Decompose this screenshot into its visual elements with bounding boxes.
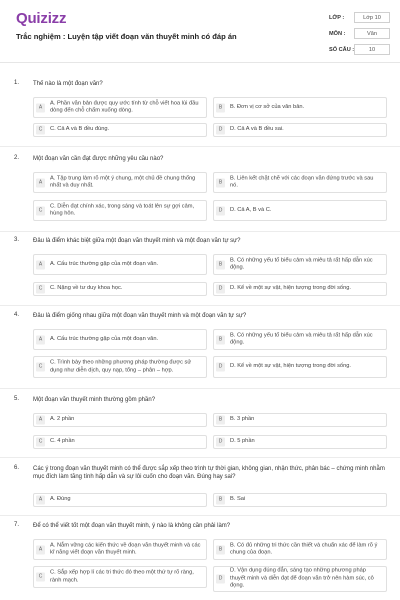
option-a[interactable] xyxy=(33,97,207,118)
option-b[interactable] xyxy=(213,493,387,507)
option-letter-b: B xyxy=(216,335,225,344)
option-text: A. Đúng xyxy=(50,496,71,503)
meta-count xyxy=(329,44,389,60)
option-text: A. Phần văn bản được quy ước tính từ chỗ viết hoa lùi đầu dòng đến chỗ chấm xuống dòng. xyxy=(50,99,199,114)
option-letter-d: D xyxy=(216,285,225,294)
option-text: B. Có những yếu tố biểu cảm và miêu tả rất hấp dẫn xúc động. xyxy=(230,331,373,346)
option-d[interactable] xyxy=(213,566,387,592)
option-text: C. Cả A và B đều đúng. xyxy=(50,126,110,133)
meta-count-value: 10 xyxy=(354,44,390,55)
option-text: B. Có những yếu tố biểu cảm và miêu tả rất hấp dẫn xúc động. xyxy=(230,256,373,271)
option-a[interactable] xyxy=(33,254,207,275)
question-text: Các ý trong đoạn văn thuyết minh có thể được sắp xếp theo trình tự thời gian, không gian, nhận thức, phân bác – chứng minh nhằm mục đích làm tăng tính hấp dẫn và sự lôi cuốn cho đoạn văn. Đúng hay sai? xyxy=(33,466,385,480)
header-divider xyxy=(0,62,400,63)
option-letter-a: A xyxy=(36,545,45,554)
question-text: Đâu là điểm khác biệt giữa một đoạn văn thuyết minh và một đoạn văn tự sự? xyxy=(33,238,241,244)
option-text: D. Kể về một sự vật, hiện tượng trong đời sống. xyxy=(230,285,351,292)
question-number: 7. xyxy=(14,522,20,528)
option-a[interactable] xyxy=(33,329,207,350)
option-a[interactable] xyxy=(33,539,207,560)
option-text: D. 5 phần xyxy=(230,438,255,445)
option-letter-c: C xyxy=(36,438,45,447)
question-text: Một đoạn văn thuyết minh thường gồm phần? xyxy=(33,397,156,403)
option-d[interactable] xyxy=(213,282,387,296)
question-text: Một đoạn văn cần đạt được những yêu cầu nào? xyxy=(33,156,164,162)
option-b[interactable] xyxy=(213,172,387,193)
question-text: Đâu là điểm giống nhau giữa một đoạn văn thuyết minh và một đoạn văn tự sự? xyxy=(33,313,247,319)
option-text: B. Có đủ những tri thức cần thiết và chuẩn xác để làm rõ ý chung của đoạn. xyxy=(230,541,378,556)
option-b[interactable] xyxy=(213,413,387,427)
option-letter-c: C xyxy=(36,285,45,294)
option-letter-d: D xyxy=(216,126,225,135)
option-letter-a: A xyxy=(36,416,45,425)
option-text: B. Sai xyxy=(230,496,246,503)
meta-count-label: SỐ CÂU : xyxy=(329,47,355,53)
option-letter-b: B xyxy=(216,178,225,187)
option-c[interactable] xyxy=(33,435,207,449)
option-a[interactable] xyxy=(33,172,207,193)
option-c[interactable] xyxy=(33,566,207,588)
option-d[interactable] xyxy=(213,123,387,137)
option-letter-a: A xyxy=(36,335,45,344)
option-b[interactable] xyxy=(213,97,387,118)
option-text: B. Đơn vị cơ sở của văn bản. xyxy=(230,103,305,110)
question-number: 1. xyxy=(14,80,20,86)
option-letter-b: B xyxy=(216,103,225,112)
option-text: D. Kể về một sự vật, hiện tượng trong đời sống. xyxy=(230,363,351,370)
option-d[interactable] xyxy=(213,356,387,378)
option-c[interactable] xyxy=(33,200,207,221)
option-text: A. Nắm vững các kiến thức về đoạn văn thuyết minh và các kĩ năng viết đoạn văn thuyết minh. xyxy=(50,541,201,556)
meta-subject-label: MÔN : xyxy=(329,31,346,37)
question-number: 3. xyxy=(14,237,20,243)
option-d[interactable] xyxy=(213,435,387,449)
option-b[interactable] xyxy=(213,539,387,560)
option-c[interactable] xyxy=(33,282,207,296)
worksheet-title: Trắc nghiệm : Luyện tập viết đoạn văn thuyết minh có đáp án xyxy=(16,32,237,41)
option-letter-b: B xyxy=(216,260,225,269)
option-text: C. 4 phần xyxy=(50,438,75,445)
option-text: C. Trình bày theo những phương pháp thường được sử dụng như diễn dịch, quy nạp, tổng – phân – hợp. xyxy=(50,359,192,373)
option-text: D. Cả A và B đều sai. xyxy=(230,126,284,133)
option-letter-d: D xyxy=(216,363,225,372)
option-text: D. Vận dụng đúng đắn, sáng tạo những phương pháp thuyết minh và diễn đạt để đoạn văn trở nên hàm súc, cô đọng. xyxy=(230,567,374,589)
question-number: 4. xyxy=(14,312,20,318)
option-b[interactable] xyxy=(213,254,387,275)
option-text: B. Liên kết chặt chẽ với các đoạn văn đứng trước và sau nó. xyxy=(230,174,374,189)
option-d[interactable] xyxy=(213,200,387,221)
option-text: A. 2 phần xyxy=(50,416,75,423)
option-letter-c: C xyxy=(36,363,45,372)
option-text: A. Cấu trúc thường gặp của một đoạn văn. xyxy=(50,260,159,267)
question-divider xyxy=(0,305,400,306)
meta-grade-value: Lớp 10 xyxy=(354,12,390,23)
option-letter-c: C xyxy=(36,573,45,582)
meta-subject-value: Văn xyxy=(354,28,390,39)
option-letter-b: B xyxy=(216,496,225,505)
option-letter-a: A xyxy=(36,496,45,505)
question-divider xyxy=(0,146,400,147)
question-divider xyxy=(0,457,400,458)
question-text: Để có thể viết tốt một đoạn văn thuyết minh, ý nào là không cần phải làm? xyxy=(33,523,231,529)
option-text: B. 3 phần xyxy=(230,416,255,423)
option-text: C. Sắp xếp hợp lí các tri thức đó theo một thứ tự rõ ràng, rành mạch. xyxy=(50,569,194,583)
question-number: 5. xyxy=(14,396,20,402)
worksheet-meta xyxy=(329,12,389,60)
option-a[interactable] xyxy=(33,413,207,427)
option-text: A. Tập trung làm rõ một ý chung, một chủ đề chung thống nhất và duy nhất. xyxy=(50,174,196,189)
option-text: C. Nặng về tư duy khoa học. xyxy=(50,285,123,292)
question-divider xyxy=(0,231,400,232)
option-letter-c: C xyxy=(36,126,45,135)
option-letter-c: C xyxy=(36,206,45,215)
meta-grade-label: LỚP : xyxy=(329,15,345,21)
option-c[interactable] xyxy=(33,356,207,378)
option-letter-d: D xyxy=(216,206,225,215)
question-divider xyxy=(0,515,400,516)
option-letter-b: B xyxy=(216,416,225,425)
option-c[interactable] xyxy=(33,123,207,137)
option-letter-d: D xyxy=(216,438,225,447)
question-number: 2. xyxy=(14,155,20,161)
option-b[interactable] xyxy=(213,329,387,350)
option-letter-a: A xyxy=(36,260,45,269)
quizizz-logo: Quizizz xyxy=(16,10,67,27)
worksheet-header xyxy=(0,0,400,64)
meta-subject xyxy=(329,28,389,44)
meta-grade xyxy=(329,12,389,28)
option-text: D. Cả A, B và C. xyxy=(230,206,272,213)
option-text: A. Cấu trúc thường gặp của một đoạn văn. xyxy=(50,335,159,342)
option-a[interactable] xyxy=(33,493,207,507)
question-text: Thế nào là một đoạn văn? xyxy=(33,81,103,87)
option-letter-d: D xyxy=(216,575,225,584)
option-letter-b: B xyxy=(216,545,225,554)
question-number: 6. xyxy=(14,465,20,471)
option-text: C. Diễn đạt chính xác, trong sáng và toát lên sự gợi cảm, hùng hôn. xyxy=(50,202,195,217)
option-letter-a: A xyxy=(36,178,45,187)
option-letter-a: A xyxy=(36,103,45,112)
question-divider xyxy=(0,388,400,389)
